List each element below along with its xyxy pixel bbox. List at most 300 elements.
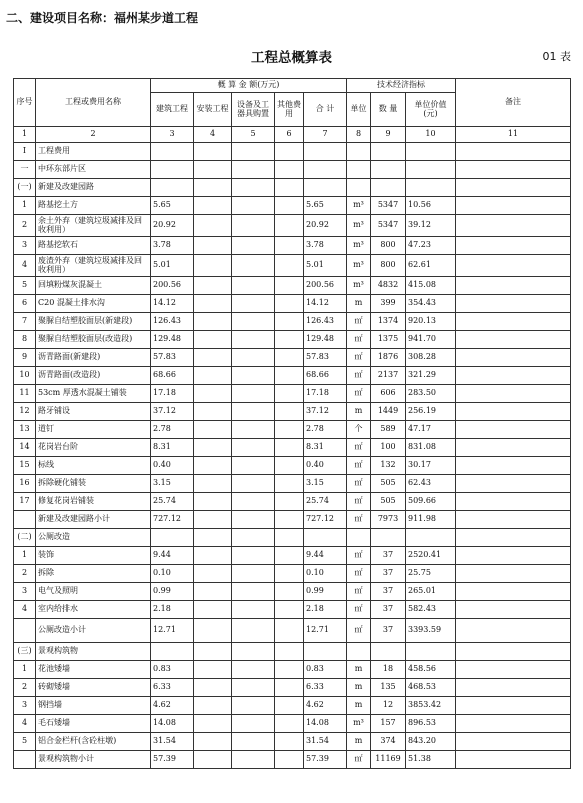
row-unit-price: 62.43 — [406, 475, 456, 493]
header-build: 建筑工程 — [151, 93, 194, 127]
row-remark — [456, 367, 571, 385]
row-unit-price: 308.28 — [406, 349, 456, 367]
row-remark — [456, 661, 571, 679]
row-unit: m — [347, 295, 371, 313]
row-total: 2.18 — [304, 601, 347, 619]
row-remark — [456, 619, 571, 643]
row-remark — [456, 583, 571, 601]
row-seq: 8 — [14, 331, 36, 349]
column-number: 10 — [406, 127, 456, 143]
budget-table — [13, 78, 571, 769]
row-other-cost — [275, 493, 304, 511]
row-total: 8.31 — [304, 439, 347, 457]
row-seq: 13 — [14, 421, 36, 439]
row-quantity: 374 — [371, 733, 406, 751]
row-quantity: 37 — [371, 583, 406, 601]
row-seq: 3 — [14, 237, 36, 255]
table-body — [14, 143, 571, 769]
row-other-cost — [275, 457, 304, 475]
row-install-cost — [194, 237, 232, 255]
row-name: 砖砌矮墙 — [36, 679, 151, 697]
row-build-cost — [151, 643, 194, 661]
row-unit: ㎡ — [347, 367, 371, 385]
row-unit: ㎡ — [347, 331, 371, 349]
column-number: 3 — [151, 127, 194, 143]
table-row — [14, 215, 571, 237]
row-remark — [456, 643, 571, 661]
row-equipment-cost — [232, 237, 275, 255]
row-name: 公厕改造小计 — [36, 619, 151, 643]
table-row — [14, 457, 571, 475]
row-other-cost — [275, 643, 304, 661]
row-install-cost — [194, 367, 232, 385]
row-equipment-cost — [232, 179, 275, 197]
row-remark — [456, 215, 571, 237]
row-equipment-cost — [232, 197, 275, 215]
row-equipment-cost — [232, 733, 275, 751]
row-unit: m³ — [347, 277, 371, 295]
row-unit: m³ — [347, 237, 371, 255]
row-remark — [456, 529, 571, 547]
row-unit — [347, 179, 371, 197]
row-total: 727.12 — [304, 511, 347, 529]
row-name: 沥青路面(改造段) — [36, 367, 151, 385]
row-total: 3.15 — [304, 475, 347, 493]
row-install-cost — [194, 643, 232, 661]
row-remark — [456, 331, 571, 349]
row-install-cost — [194, 421, 232, 439]
table-row — [14, 565, 571, 583]
row-quantity — [371, 179, 406, 197]
row-unit — [347, 643, 371, 661]
table-row — [14, 601, 571, 619]
row-quantity: 606 — [371, 385, 406, 403]
row-quantity: 800 — [371, 255, 406, 277]
row-install-cost — [194, 547, 232, 565]
row-remark — [456, 715, 571, 733]
row-build-cost: 17.18 — [151, 385, 194, 403]
table-row — [14, 733, 571, 751]
row-unit: ㎡ — [347, 349, 371, 367]
row-unit: ㎡ — [347, 475, 371, 493]
row-unit: 个 — [347, 421, 371, 439]
row-name: 装饰 — [36, 547, 151, 565]
row-other-cost — [275, 197, 304, 215]
row-equipment-cost — [232, 679, 275, 697]
header-install: 安装工程 — [194, 93, 232, 127]
row-seq: 4 — [14, 255, 36, 277]
row-unit-price: 468.53 — [406, 679, 456, 697]
row-equipment-cost — [232, 439, 275, 457]
row-seq: 2 — [14, 565, 36, 583]
row-equipment-cost — [232, 493, 275, 511]
table-row — [14, 439, 571, 457]
row-other-cost — [275, 715, 304, 733]
row-remark — [456, 679, 571, 697]
row-unit: ㎡ — [347, 601, 371, 619]
table-row — [14, 697, 571, 715]
row-install-cost — [194, 331, 232, 349]
table-row — [14, 661, 571, 679]
row-equipment-cost — [232, 661, 275, 679]
row-seq: 12 — [14, 403, 36, 421]
row-unit — [347, 143, 371, 161]
table-row — [14, 583, 571, 601]
row-name: 拆除硬化铺装 — [36, 475, 151, 493]
row-equipment-cost — [232, 715, 275, 733]
column-number: 5 — [232, 127, 275, 143]
document-title: 工程总概算表 — [251, 50, 332, 66]
row-quantity: 37 — [371, 547, 406, 565]
row-other-cost — [275, 751, 304, 769]
table-row — [14, 475, 571, 493]
row-equipment-cost — [232, 751, 275, 769]
row-total — [304, 161, 347, 179]
row-install-cost — [194, 313, 232, 331]
row-name: 中环东部片区 — [36, 161, 151, 179]
header-budget-group: 概 算 金 额(万元) — [151, 79, 347, 93]
row-build-cost: 6.33 — [151, 679, 194, 697]
row-other-cost — [275, 385, 304, 403]
header-total: 合 计 — [304, 93, 347, 127]
row-build-cost: 2.18 — [151, 601, 194, 619]
row-equipment-cost — [232, 457, 275, 475]
row-name: 回填粉煤灰混凝土 — [36, 277, 151, 295]
row-unit — [347, 529, 371, 547]
row-build-cost: 57.39 — [151, 751, 194, 769]
row-quantity: 132 — [371, 457, 406, 475]
row-equipment-cost — [232, 529, 275, 547]
row-other-cost — [275, 601, 304, 619]
row-build-cost: 0.99 — [151, 583, 194, 601]
row-other-cost — [275, 583, 304, 601]
row-install-cost — [194, 403, 232, 421]
row-remark — [456, 601, 571, 619]
row-unit: m³ — [347, 715, 371, 733]
row-seq: 2 — [14, 215, 36, 237]
row-unit-price — [406, 161, 456, 179]
row-remark — [456, 565, 571, 583]
row-other-cost — [275, 179, 304, 197]
row-total: 68.66 — [304, 367, 347, 385]
row-seq: 1 — [14, 661, 36, 679]
row-seq: 14 — [14, 439, 36, 457]
row-other-cost — [275, 547, 304, 565]
row-name: 路基挖软石 — [36, 237, 151, 255]
row-quantity: 37 — [371, 619, 406, 643]
row-remark — [456, 277, 571, 295]
row-total: 0.40 — [304, 457, 347, 475]
row-quantity: 11169 — [371, 751, 406, 769]
row-other-cost — [275, 367, 304, 385]
row-quantity: 7973 — [371, 511, 406, 529]
row-unit: m³ — [347, 215, 371, 237]
row-unit-price: 896.53 — [406, 715, 456, 733]
row-quantity: 5347 — [371, 215, 406, 237]
row-name: 工程费用 — [36, 143, 151, 161]
row-install-cost — [194, 255, 232, 277]
row-unit-price: 3853.42 — [406, 697, 456, 715]
row-build-cost: 727.12 — [151, 511, 194, 529]
row-install-cost — [194, 197, 232, 215]
row-seq: (一) — [14, 179, 36, 197]
row-quantity — [371, 143, 406, 161]
row-unit: m — [347, 733, 371, 751]
row-unit-price: 265.01 — [406, 583, 456, 601]
row-quantity: 100 — [371, 439, 406, 457]
row-unit-price: 509.66 — [406, 493, 456, 511]
row-remark — [456, 421, 571, 439]
row-other-cost — [275, 349, 304, 367]
header-qty: 数 量 — [371, 93, 406, 127]
row-remark — [456, 295, 571, 313]
table-row — [14, 715, 571, 733]
row-build-cost: 0.83 — [151, 661, 194, 679]
row-unit-price: 911.98 — [406, 511, 456, 529]
column-number: 8 — [347, 127, 371, 143]
row-seq: 3 — [14, 583, 36, 601]
row-other-cost — [275, 565, 304, 583]
row-other-cost — [275, 733, 304, 751]
row-install-cost — [194, 295, 232, 313]
row-remark — [456, 733, 571, 751]
column-number: 9 — [371, 127, 406, 143]
row-build-cost: 37.12 — [151, 403, 194, 421]
row-build-cost: 68.66 — [151, 367, 194, 385]
row-quantity: 18 — [371, 661, 406, 679]
row-remark — [456, 439, 571, 457]
row-total: 5.01 — [304, 255, 347, 277]
row-install-cost — [194, 475, 232, 493]
row-seq: 7 — [14, 313, 36, 331]
project-name: 二、建设项目名称：福州某步道工程 — [6, 11, 199, 25]
row-remark — [456, 143, 571, 161]
row-build-cost: 3.15 — [151, 475, 194, 493]
row-total: 9.44 — [304, 547, 347, 565]
row-build-cost: 31.54 — [151, 733, 194, 751]
row-build-cost: 0.10 — [151, 565, 194, 583]
row-seq: 5 — [14, 733, 36, 751]
row-install-cost — [194, 679, 232, 697]
row-equipment-cost — [232, 583, 275, 601]
table-row — [14, 547, 571, 565]
row-equipment-cost — [232, 511, 275, 529]
row-quantity: 800 — [371, 237, 406, 255]
row-equipment-cost — [232, 403, 275, 421]
row-quantity: 37 — [371, 565, 406, 583]
row-install-cost — [194, 143, 232, 161]
row-install-cost — [194, 601, 232, 619]
row-name: 沥青路面(新建段) — [36, 349, 151, 367]
row-unit-price: 3393.59 — [406, 619, 456, 643]
row-quantity — [371, 643, 406, 661]
row-unit-price: 10.56 — [406, 197, 456, 215]
row-install-cost — [194, 661, 232, 679]
row-name: 钢挡墙 — [36, 697, 151, 715]
row-name: 铝合金栏杆(含砼柱墩) — [36, 733, 151, 751]
row-equipment-cost — [232, 565, 275, 583]
row-other-cost — [275, 475, 304, 493]
row-build-cost — [151, 161, 194, 179]
row-name: 花池矮墙 — [36, 661, 151, 679]
row-other-cost — [275, 421, 304, 439]
row-install-cost — [194, 385, 232, 403]
row-build-cost — [151, 179, 194, 197]
row-name: 余土外弃（建筑垃圾减排及回收利用） — [36, 215, 151, 237]
table-row — [14, 643, 571, 661]
row-name: 花岗岩台阶 — [36, 439, 151, 457]
table-row — [14, 367, 571, 385]
header-tech-group: 技术经济指标 — [347, 79, 456, 93]
row-unit-price: 458.56 — [406, 661, 456, 679]
row-remark — [456, 751, 571, 769]
row-equipment-cost — [232, 331, 275, 349]
row-build-cost: 0.40 — [151, 457, 194, 475]
table-row — [14, 493, 571, 511]
row-unit-price: 47.17 — [406, 421, 456, 439]
row-build-cost: 8.31 — [151, 439, 194, 457]
row-other-cost — [275, 661, 304, 679]
column-number: 6 — [275, 127, 304, 143]
table-number: 01 表 — [542, 50, 571, 63]
row-build-cost: 14.08 — [151, 715, 194, 733]
row-unit-price: 582.43 — [406, 601, 456, 619]
row-name: 修复花岗岩铺装 — [36, 493, 151, 511]
row-remark — [456, 493, 571, 511]
row-equipment-cost — [232, 367, 275, 385]
table-row — [14, 237, 571, 255]
header-equipment: 设备及工器具购置 — [232, 93, 275, 127]
row-equipment-cost — [232, 643, 275, 661]
table-row — [14, 403, 571, 421]
row-quantity: 1375 — [371, 331, 406, 349]
row-other-cost — [275, 237, 304, 255]
row-install-cost — [194, 751, 232, 769]
row-install-cost — [194, 715, 232, 733]
row-install-cost — [194, 277, 232, 295]
row-build-cost: 20.92 — [151, 215, 194, 237]
row-name: 废渣外弃（建筑垃圾减排及回收利用） — [36, 255, 151, 277]
column-number: 4 — [194, 127, 232, 143]
header-unit-price: 单位价值(元) — [406, 93, 456, 127]
row-build-cost: 14.12 — [151, 295, 194, 313]
table-row — [14, 331, 571, 349]
row-remark — [456, 179, 571, 197]
row-equipment-cost — [232, 277, 275, 295]
row-remark — [456, 313, 571, 331]
row-total: 14.12 — [304, 295, 347, 313]
row-other-cost — [275, 679, 304, 697]
table-row — [14, 255, 571, 277]
header-remark: 备注 — [456, 79, 571, 127]
row-unit: m — [347, 661, 371, 679]
row-equipment-cost — [232, 215, 275, 237]
row-unit: ㎡ — [347, 439, 371, 457]
row-build-cost: 5.01 — [151, 255, 194, 277]
row-remark — [456, 457, 571, 475]
row-build-cost: 200.56 — [151, 277, 194, 295]
row-remark — [456, 475, 571, 493]
row-total — [304, 529, 347, 547]
row-name: 聚脲自结塑胶面层(新建段) — [36, 313, 151, 331]
row-quantity — [371, 161, 406, 179]
header-seq: 序号 — [14, 79, 36, 127]
row-other-cost — [275, 511, 304, 529]
row-quantity: 1449 — [371, 403, 406, 421]
row-equipment-cost — [232, 475, 275, 493]
row-quantity: 2137 — [371, 367, 406, 385]
row-unit: m³ — [347, 255, 371, 277]
row-unit-price: 25.75 — [406, 565, 456, 583]
row-remark — [456, 197, 571, 215]
column-number: 7 — [304, 127, 347, 143]
row-remark — [456, 403, 571, 421]
row-unit-price: 920.13 — [406, 313, 456, 331]
row-seq — [14, 619, 36, 643]
row-equipment-cost — [232, 421, 275, 439]
row-name: 公厕改造 — [36, 529, 151, 547]
row-unit: ㎡ — [347, 583, 371, 601]
row-remark — [456, 161, 571, 179]
row-quantity: 5347 — [371, 197, 406, 215]
row-unit-price: 283.50 — [406, 385, 456, 403]
row-unit-price — [406, 179, 456, 197]
row-install-cost — [194, 179, 232, 197]
row-total: 37.12 — [304, 403, 347, 421]
row-quantity: 37 — [371, 601, 406, 619]
table-row — [14, 161, 571, 179]
row-unit-price: 843.20 — [406, 733, 456, 751]
row-build-cost: 129.48 — [151, 331, 194, 349]
row-equipment-cost — [232, 697, 275, 715]
row-unit-price: 321.29 — [406, 367, 456, 385]
row-build-cost — [151, 143, 194, 161]
row-remark — [456, 237, 571, 255]
row-seq: (二) — [14, 529, 36, 547]
row-other-cost — [275, 619, 304, 643]
row-quantity: 135 — [371, 679, 406, 697]
row-quantity: 505 — [371, 493, 406, 511]
column-number: 1 — [14, 127, 36, 143]
row-total — [304, 143, 347, 161]
row-total: 6.33 — [304, 679, 347, 697]
table-row — [14, 179, 571, 197]
row-unit-price: 47.23 — [406, 237, 456, 255]
row-quantity: 505 — [371, 475, 406, 493]
row-total: 57.83 — [304, 349, 347, 367]
row-unit-price: 831.08 — [406, 439, 456, 457]
row-unit-price — [406, 529, 456, 547]
row-name: 景观构筑物小计 — [36, 751, 151, 769]
table-row — [14, 421, 571, 439]
row-quantity: 4832 — [371, 277, 406, 295]
row-quantity: 12 — [371, 697, 406, 715]
row-name: 路牙铺设 — [36, 403, 151, 421]
row-unit: ㎡ — [347, 385, 371, 403]
row-total: 3.78 — [304, 237, 347, 255]
column-number: 2 — [36, 127, 151, 143]
row-install-cost — [194, 619, 232, 643]
row-unit-price: 941.70 — [406, 331, 456, 349]
row-total: 0.99 — [304, 583, 347, 601]
row-unit-price: 62.61 — [406, 255, 456, 277]
header-name: 工程或费用名称 — [36, 79, 151, 127]
row-install-cost — [194, 529, 232, 547]
row-other-cost — [275, 161, 304, 179]
row-unit: m³ — [347, 197, 371, 215]
row-unit-price: 51.38 — [406, 751, 456, 769]
row-total: 12.71 — [304, 619, 347, 643]
